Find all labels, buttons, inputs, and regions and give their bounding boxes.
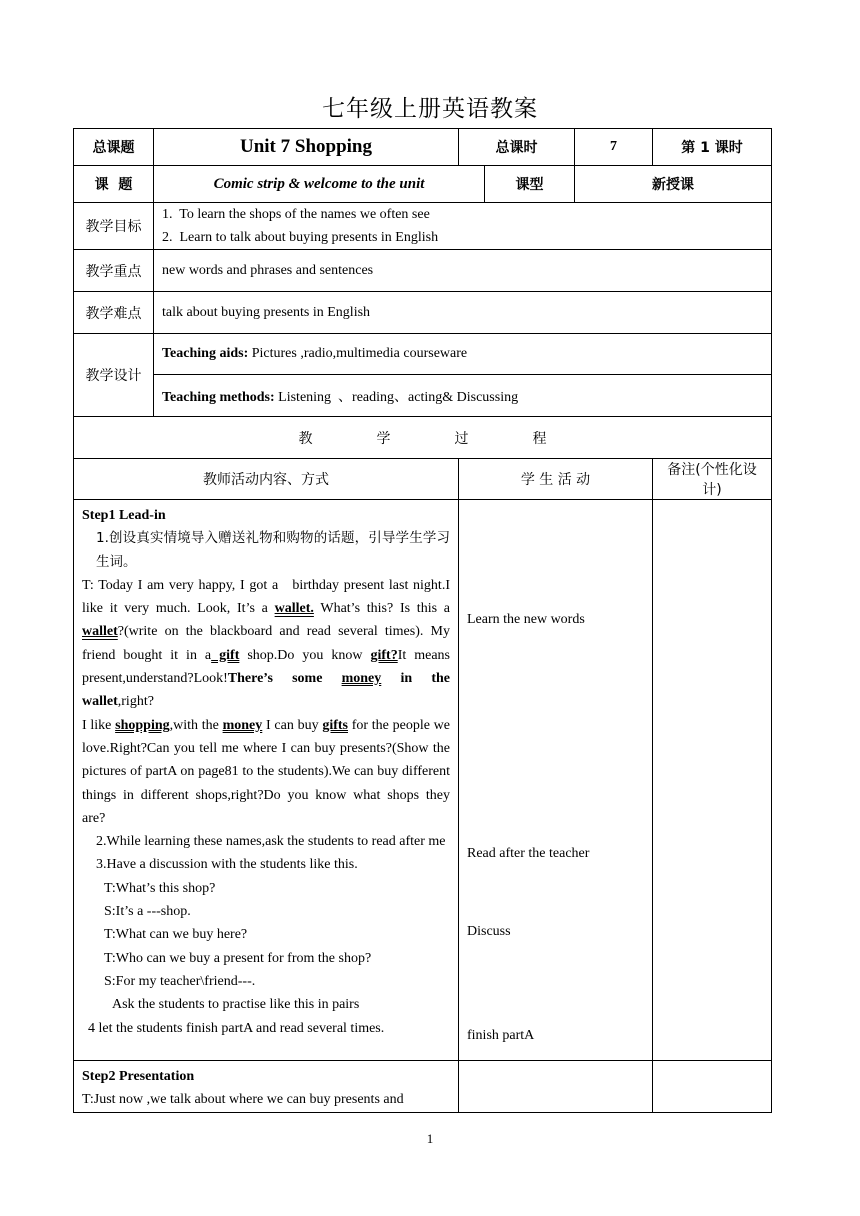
dialogue-line: T:What can we buy here? — [104, 927, 248, 943]
lesson-value: Comic strip & welcome to the unit — [154, 166, 485, 203]
design-aids-row — [74, 334, 772, 375]
text-run: shop.Do you know — [239, 647, 371, 663]
bold-phrase: There’s some — [227, 671, 342, 687]
step1-teacher-content — [74, 500, 459, 1061]
step1-row — [74, 500, 772, 1061]
vocab-word: gift? — [370, 647, 398, 663]
step2-text: T:Just now ,we talk about where we can buy presents and — [82, 1092, 404, 1108]
difficulties-label: 教学难点 — [74, 292, 154, 334]
step1-student-activities — [459, 500, 653, 1061]
aids-value: Pictures ,radio,multimedia courseware — [248, 346, 468, 361]
text-run: ,right? — [117, 694, 154, 710]
hours-value: 7 — [575, 129, 653, 166]
objectives-content — [154, 203, 772, 250]
objective-item: 1. To learn the shops of the names we often see — [162, 207, 430, 222]
text-run: It means present,understand?Look! — [82, 647, 451, 687]
vocab-word: money — [341, 671, 382, 687]
dialogue-line: S:For my teacher\friend---. — [104, 973, 256, 989]
aids-label: Teaching aids: — [162, 346, 249, 361]
teacher-column-header: 教师活动内容、方式 — [74, 459, 459, 500]
columns-row — [74, 459, 772, 500]
lesson-row — [74, 166, 772, 203]
vocab-word: wallet — [82, 624, 118, 640]
step1-shopping-text — [82, 714, 450, 830]
vocab-word: gifts — [322, 717, 348, 733]
dialogue-line: S:It’s a ---shop. — [104, 904, 191, 920]
step2-row — [74, 1061, 772, 1113]
step1-point4: 4 let the students finish partA and read several times. — [88, 1020, 385, 1036]
step1-intro: 1.创设真实情境导入赠送礼物和购物的话题，引导学生学习生词。 — [96, 530, 450, 570]
text-run: T: Today I am very happy, I got a birthday present last night.I like it very much. Look, It’s a — [82, 577, 454, 617]
step1-notes — [653, 500, 772, 1061]
difficulties-value: talk about buying presents in English — [154, 292, 772, 334]
header-row — [74, 129, 772, 166]
difficulties-row — [74, 292, 772, 334]
step1-dialogue — [82, 574, 454, 714]
objective-item: 2. Learn to talk about buying presents in English — [162, 230, 439, 245]
objectives-row — [74, 203, 772, 250]
step1-practise: Ask the students to practise like this in pairs — [112, 997, 360, 1013]
design-label: 教学设计 — [74, 334, 154, 417]
text-run: I like — [82, 717, 116, 733]
dialogue-line: T:What’s this shop? — [104, 880, 216, 896]
dialogue-line: T:Who can we buy a present for from the shop? — [104, 950, 372, 966]
page-number: 1 — [426, 1131, 434, 1146]
methods-label: Teaching methods: — [162, 389, 275, 405]
vocab-word: gift — [211, 647, 240, 663]
key-points-value: new words and phrases and sentences — [154, 250, 772, 292]
step1-point3: 3.Have a discussion with the students like this. — [96, 857, 358, 873]
lesson-number: 第 1 课时 — [653, 129, 772, 166]
process-heading-row — [74, 417, 772, 459]
student-activity: Discuss — [467, 924, 511, 939]
vocab-word: shopping — [115, 717, 170, 733]
teaching-methods — [154, 375, 772, 417]
lesson-plan-table — [73, 128, 772, 1113]
step1-point2: 2.While learning these names,ask the students to read after me — [96, 834, 446, 850]
key-points-label: 教学重点 — [74, 250, 154, 292]
design-methods-row — [74, 375, 772, 417]
step2-student-activities — [459, 1061, 653, 1113]
key-points-row — [74, 250, 772, 292]
lesson-type-label: 课型 — [485, 166, 575, 203]
student-activity: Learn the new words — [467, 612, 585, 627]
step2-notes — [653, 1061, 772, 1113]
topic-value: Unit 7 Shopping — [154, 129, 459, 166]
text-run: for the people we love.Right?Can you tell me where I can buy presents?(Show the pictures of partA on page81 to the students).We can buy different things in different shops,right?Do you know what shops they are? — [82, 717, 451, 826]
hours-label: 总课时 — [459, 129, 575, 166]
text-run: What’s this? Is this a — [313, 601, 450, 617]
text-run: ?(write on the blackboard and read several times). My friend bought it in a — [82, 624, 450, 663]
process-heading: 教学过程 — [74, 417, 772, 459]
lesson-type-value: 新授课 — [575, 166, 772, 203]
step2-heading: Step2 Presentation — [82, 1069, 195, 1084]
text-run: ,with the — [169, 717, 223, 733]
student-activity: Read after the teacher — [467, 846, 590, 861]
objectives-label: 教学目标 — [74, 203, 154, 250]
notes-column-header: 备注(个性化设计) — [653, 459, 772, 500]
bold-phrase: in the wallet — [82, 671, 450, 710]
methods-value: Listening 、reading、acting& Discussing — [274, 389, 519, 405]
student-column-header: 学 生 活 动 — [459, 459, 653, 500]
teaching-aids — [154, 334, 772, 375]
vocab-word: wallet. — [274, 601, 314, 617]
topic-label: 总课题 — [74, 129, 154, 166]
lesson-label: 课 题 — [74, 166, 154, 203]
text-run: I can buy — [262, 717, 323, 733]
student-activity: finish partA — [467, 1028, 535, 1043]
step2-teacher-content — [74, 1061, 459, 1113]
step1-heading: Step1 Lead-in — [82, 508, 166, 523]
vocab-word: money — [222, 717, 263, 733]
document-title: 七年级上册英语教案 — [322, 96, 538, 122]
